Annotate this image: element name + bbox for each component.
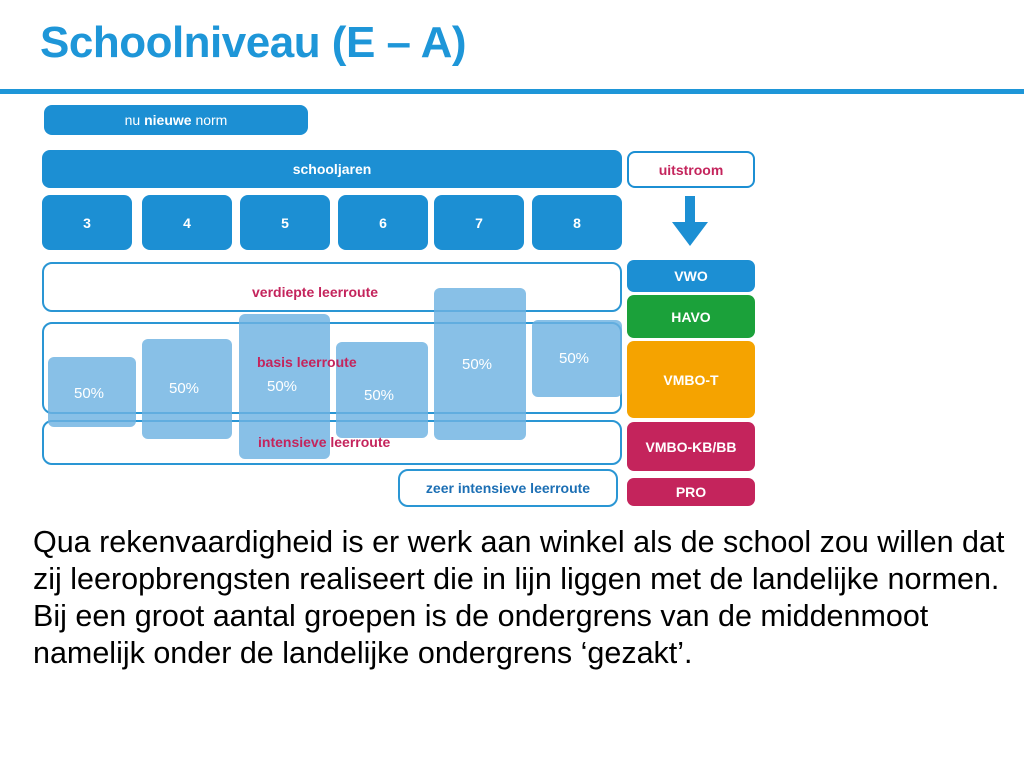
- route-band-zeer-intensief: [398, 469, 618, 507]
- percentage-label-year-6: 50%: [364, 387, 395, 404]
- year-tile-5: [240, 195, 330, 250]
- route-label-intensief: intensieve leerroute: [258, 434, 391, 450]
- year-tile-6: [338, 195, 428, 250]
- slide-title: Schoolniveau (E – A): [40, 18, 467, 67]
- percentage-label-year-5: 50%: [267, 378, 298, 395]
- level-label: PRO: [675, 484, 707, 500]
- route-label-zeer-intensief: zeer intensieve leerroute: [425, 480, 591, 496]
- norm-suffix: norm: [191, 112, 228, 128]
- percentage-label-year-4: 50%: [169, 380, 200, 397]
- year-label: 4: [183, 214, 191, 231]
- year-label: 6: [379, 214, 387, 231]
- level-vmbo-kb-bb: [627, 422, 755, 471]
- route-label-basis: basis leerroute: [257, 354, 357, 370]
- down-arrow-icon: [670, 196, 710, 248]
- percentage-label-year-8: 50%: [559, 350, 590, 367]
- body-paragraph: Qua rekenvaardigheid is er werk aan winkel als de school zou willen dat zij leeropbrengsten realiseert die in lijn liggen met de landelijke normen. Bij een groot aantal groepen is de ondergrens van de middenmoot namelijk onder de landelijke ondergrens ‘gezakt’.: [33, 525, 1005, 670]
- year-tile-8: [532, 195, 622, 250]
- percentage-label-year-7: 50%: [462, 356, 493, 373]
- route-label-verdiept: verdiepte leerroute: [252, 284, 379, 300]
- year-label: 7: [475, 214, 483, 231]
- schooljaren-label: schooljaren: [292, 161, 372, 177]
- year-label: 3: [83, 214, 91, 231]
- norm-prefix: nu: [124, 112, 145, 128]
- level-vmbo-t: [627, 341, 755, 418]
- outflow-header: [627, 151, 755, 188]
- level-havo: [627, 295, 755, 338]
- level-label: VMBO-T: [663, 371, 719, 388]
- year-label: 5: [281, 214, 289, 231]
- year-tile-4: [142, 195, 232, 250]
- outflow-label: uitstroom: [658, 161, 724, 178]
- norm-badge: [44, 105, 308, 135]
- year-tile-7: [434, 195, 524, 250]
- schooljaren-header: [42, 150, 622, 188]
- percentage-label-year-3: 50%: [74, 385, 105, 402]
- level-vwo: [627, 260, 755, 292]
- year-label: 8: [573, 214, 581, 231]
- title-divider: [0, 89, 1024, 94]
- norm-bold: nieuwe: [144, 112, 192, 128]
- year-tile-3: [42, 195, 132, 250]
- level-label: HAVO: [671, 308, 711, 325]
- level-label: VWO: [674, 268, 708, 284]
- level-pro: [627, 478, 755, 506]
- level-label: VMBO-KB/BB: [645, 438, 737, 455]
